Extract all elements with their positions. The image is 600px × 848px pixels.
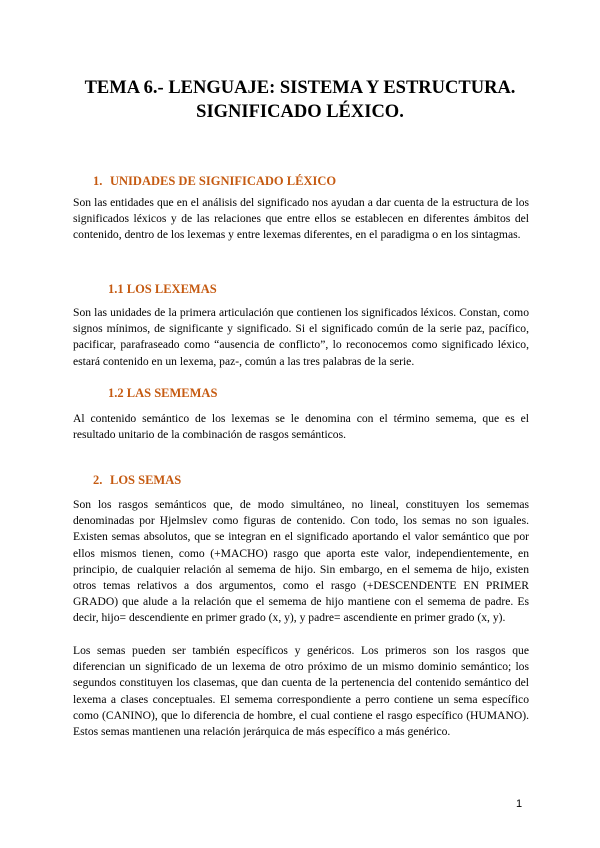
title-line-2: SIGNIFICADO LÉXICO. [196, 102, 404, 122]
title-line-1: TEMA 6.- LENGUAJE: SISTEMA Y ESTRUCTURA. [84, 78, 516, 98]
subsection-1-2-text: Al contenido semántico de los lexemas se le denomina con el término semema, que es el resultado unitario de la combinación de rasgos semánticos. [73, 412, 529, 442]
subsection-1-2-heading: 1.2 LAS SEMEMAS [108, 386, 218, 400]
subsection-1-1-text: Son las unidades de la primera articulación que contienen los significados léxicos. Constan, como signos mínimos, de significante y significado. Si el significado común de la serie paz, pacífico, pacificar, parafraseado como “ausencia de conflicto”, lo reconocemos como significado léxico, estará contenido en un lexema, paz-, común a las tres palabras de la serie. [73, 306, 529, 368]
section-1-title: UNIDADES DE SIGNIFICADO LÉXICO [110, 174, 337, 188]
section-2-number: 2. [93, 473, 103, 487]
section-2-paragraph-2: Los semas pueden ser también específicos y genéricos. Los primeros son los rasgos que diferencian un significado de un lexema de otro próximo de un mismo dominio semántico; los segundos constituyen los clasemas, que dan cuenta de la pertenencia del contenido semántico del lexema a clases conceptuales. El semema correspondiente a perro contiene un sema específico como (CANINO), que lo diferencia de hombre, el cual contiene el rasgo específico (HUMANO). Estos semas mantienen una relación jerárquica de más específico a más genérico. [73, 644, 529, 739]
subsection-1-1-heading: 1.1 LOS LEXEMAS [108, 282, 217, 296]
page-number: 1 [516, 798, 523, 810]
section-2-paragraph-1: Son los rasgos semánticos que, de modo simultáneo, no lineal, constituyen los sememas denominadas por Hjelmslev como figuras de contenido. Con todo, los semas no son iguales. Existen semas absolutos, que se integran en el significado aportando el valor semántico que por ellos mismos tienen, como (+MACHO) rasgo que aporta este valor, independientemente, en principio, de cualquier relación al semema de hijo. Sin embargo, en el semema de hijo, existen otros temas relativos a dos argumentos, como el rasgo (+DESCENDENTE EN PRIMER GRADO) que alude a la relación que el semema de hijo mantiene con el semema de padre. Es decir, hijo= descendiente en primer grado (x, y), y padre= ascendiente en primer grado (x, y). [73, 498, 529, 625]
section-1-number: 1. [93, 174, 103, 188]
section-2-heading [93, 473, 181, 488]
section-1-heading [93, 174, 336, 189]
section-1-intro: Son las entidades que en el análisis del significado nos ayudan a dar cuenta de la estructura de los significados léxicos y de las relaciones que entre ellos se establecen en diferentes ámbitos del contenido, dentro de los lexemas y entre lexemas diferentes, en el paradigma o en los sintagmas. [73, 196, 529, 242]
page-title [40, 76, 560, 124]
section-2-title: LOS SEMAS [110, 473, 182, 487]
